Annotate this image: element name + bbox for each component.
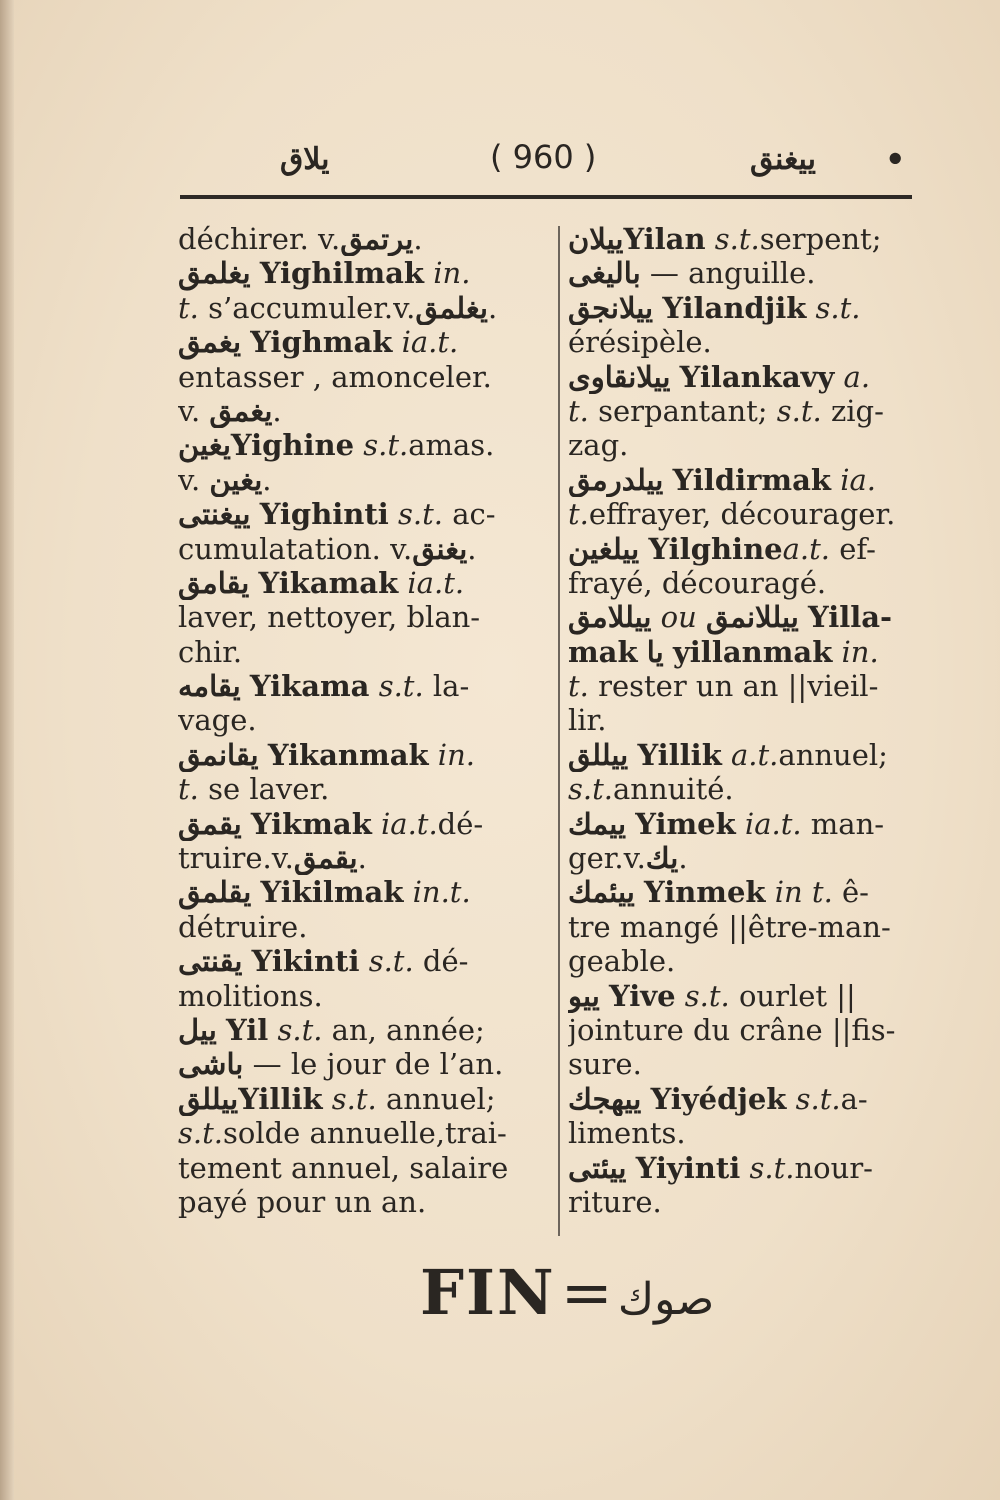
definition-text: annuel;: [778, 737, 888, 772]
definition-text: [832, 635, 841, 669]
definition-text: .: [262, 462, 272, 497]
definition-text: [697, 600, 706, 634]
grammar-abbrev: a.t.: [782, 531, 830, 566]
definition-text: solde annuelle,trai-: [222, 1116, 507, 1151]
definition-text: riture.: [568, 1184, 662, 1219]
ottoman-word: يقنتى: [178, 944, 243, 979]
grammar-abbrev: s.t.: [749, 1150, 795, 1185]
header-right-word: ييغنق: [750, 142, 816, 177]
ottoman-word: ييو: [568, 978, 600, 1013]
definition-text: [259, 738, 268, 772]
grammar-abbrev: s.t.: [277, 1012, 323, 1047]
headword: yillanmak: [672, 634, 833, 669]
ottoman-word: يقانمق: [178, 737, 259, 772]
dictionary-line: [568, 841, 924, 875]
dictionary-line: [178, 875, 546, 909]
ottoman-word: ييئتى: [568, 1150, 627, 1185]
definition-text: .: [272, 393, 282, 428]
definition-text: ourlet ||: [729, 978, 856, 1013]
dictionary-line: [178, 841, 546, 875]
dictionary-line: [178, 1185, 546, 1219]
ottoman-word: ييللق: [178, 1081, 239, 1116]
grammar-abbrev: ia.t.: [401, 325, 459, 360]
definition-text: [251, 256, 260, 290]
dictionary-line: [178, 532, 546, 566]
ottoman-word: ييلان: [568, 222, 624, 256]
ottoman-word: ييغنتى: [178, 497, 251, 532]
definition-text: [806, 291, 815, 325]
dictionary-line: [178, 944, 546, 978]
dictionary-line: [568, 807, 924, 841]
dictionary-line: [178, 807, 546, 841]
fin-arabic: صوك: [617, 1274, 715, 1325]
definition-text: [424, 256, 433, 290]
definition-text: [635, 875, 644, 909]
definition-text: annuel;: [376, 1081, 496, 1116]
definition-text: nour-: [794, 1150, 873, 1185]
definition-text: [372, 807, 381, 841]
dictionary-line: [568, 463, 924, 497]
headword: Yighmak: [250, 325, 393, 360]
definition-text: payé pour un an.: [178, 1184, 427, 1219]
grammar-abbrev: ia.t.: [407, 565, 465, 600]
dictionary-line: [568, 875, 924, 909]
end-marker: [420, 1256, 750, 1336]
dictionary-line: [178, 1013, 546, 1047]
definition-text: [722, 738, 731, 772]
definition-text: annuité.: [612, 772, 734, 807]
definition-text: [241, 669, 250, 703]
dictionary-line: [568, 1082, 924, 1116]
ottoman-word: ييلانجق: [568, 290, 654, 325]
ottoman-word: يغمق: [209, 393, 273, 428]
definition-text: [641, 1082, 650, 1116]
grammar-abbrev: ia.t.: [744, 806, 802, 841]
definition-text: tre mangé ||être-man-: [568, 909, 891, 944]
dictionary-line: [178, 669, 546, 703]
definition-text: man-: [801, 806, 885, 841]
grammar-abbrev: s.t.: [378, 669, 424, 704]
headword: Yil: [226, 1012, 269, 1047]
definition-text: dé-: [413, 944, 469, 979]
definition-text: an, année;: [322, 1012, 485, 1047]
dictionary-line: [178, 394, 546, 428]
grammar-abbrev: ia.t.: [381, 806, 438, 841]
definition-text: truire.v.: [178, 841, 294, 876]
definition-text: .: [487, 290, 498, 325]
dictionary-line: [178, 738, 546, 772]
dictionary-line: [178, 360, 546, 394]
dictionary-line: [178, 291, 546, 325]
definition-text: sure.: [568, 1047, 642, 1082]
headword: Yighine: [230, 428, 355, 463]
dictionary-line: [178, 256, 546, 290]
dictionary-line: [178, 463, 546, 497]
definition-text: [664, 635, 673, 669]
definition-text: tement annuel, salaire: [178, 1150, 509, 1185]
definition-text: [242, 944, 251, 978]
dictionary-line: [178, 428, 546, 462]
definition-text: [242, 807, 251, 841]
ottoman-word: يغلمق: [178, 256, 251, 291]
column-divider: [558, 226, 560, 1236]
headword: Yiyédjek: [650, 1081, 787, 1116]
dictionary-line: [568, 497, 924, 531]
definition-text: zig-: [821, 393, 884, 428]
ottoman-word: يقامق: [178, 565, 250, 600]
dictionary-line: [568, 738, 924, 772]
dictionary-line: [568, 566, 924, 600]
right-column: [568, 222, 924, 1219]
definition-text: [389, 497, 398, 531]
headword: Yilandjik: [662, 290, 807, 325]
definition-text: [392, 325, 401, 359]
definition-text: [323, 1082, 332, 1116]
definition-text: cumulatation. v.: [178, 531, 413, 566]
ottoman-word: يرتمق: [340, 222, 414, 256]
ottoman-word: ييلانقاوى: [568, 359, 671, 394]
definition-text: entasser , amonceler.: [178, 359, 492, 394]
definition-text: [627, 1151, 636, 1185]
ottoman-word: ييللق: [568, 737, 629, 772]
headword: Yiyinti: [635, 1150, 741, 1185]
definition-text: laver, nettoyer, blan-: [178, 600, 481, 635]
dictionary-line: [568, 635, 924, 669]
headword: Yighilmak: [259, 256, 425, 291]
dictionary-line: [178, 600, 546, 634]
dictionary-line: [568, 669, 924, 703]
definition-text: [663, 463, 672, 497]
headword: Yikilmak: [260, 875, 404, 910]
definition-text: molitions.: [178, 978, 323, 1013]
dictionary-line: [178, 910, 546, 944]
headword: Yilla-: [808, 600, 893, 635]
definition-text: [359, 944, 368, 978]
dictionary-line: [568, 360, 924, 394]
ottoman-word: ييلغين: [568, 531, 640, 566]
ottoman-word: ييل: [178, 1012, 217, 1047]
definition-text: se laver.: [198, 772, 330, 807]
definition-text: dé-: [437, 806, 484, 841]
definition-text: [251, 497, 260, 531]
dictionary-line: [568, 910, 924, 944]
grammar-abbrev: s.t.: [368, 944, 414, 979]
headword: Yilghine: [648, 531, 783, 566]
definition-text: [740, 1151, 749, 1185]
definition-text: — le jour de l’an.: [243, 1047, 504, 1082]
grammar-abbrev: in.: [433, 256, 471, 291]
grammar-abbrev: s.t.: [815, 290, 861, 325]
grammar-abbrev: s.t.: [331, 1081, 377, 1116]
ottoman-word: ييئمك: [568, 875, 635, 910]
definition-text: détruire.: [178, 909, 308, 944]
definition-text: la-: [423, 669, 470, 704]
definition-text: [653, 291, 662, 325]
definition-text: [241, 325, 250, 359]
ottoman-word: يغين: [209, 462, 263, 497]
dictionary-line: [568, 979, 924, 1013]
definition-text: chir.: [178, 634, 243, 669]
dictionary-line: [568, 291, 924, 325]
definition-text: ger.v.: [568, 841, 646, 876]
ottoman-word: ييللامق: [568, 600, 652, 635]
headword: Yighinti: [259, 497, 389, 532]
ottoman-word: يغمق: [178, 325, 242, 360]
definition-text: liments.: [568, 1116, 686, 1151]
grammar-abbrev: in.: [841, 634, 879, 669]
dictionary-line: [178, 1151, 546, 1185]
fin-equals: =: [560, 1256, 613, 1329]
page-number: ( 960 ): [490, 138, 597, 176]
ottoman-word: يقمق: [178, 806, 242, 841]
grammar-abbrev: ou: [660, 600, 697, 635]
definition-text: v.: [178, 393, 210, 428]
headword: Yillik: [637, 737, 722, 772]
grammar-abbrev: t.: [178, 772, 199, 807]
headword: Yikamak: [258, 565, 399, 600]
fin-word: FIN: [420, 1256, 556, 1329]
grammar-abbrev: in.: [437, 737, 475, 772]
definition-text: [834, 360, 843, 394]
definition-text: jointure du crâne ||fis-: [568, 1012, 896, 1047]
dictionary-line: [178, 772, 546, 806]
dictionary-line: [178, 1082, 546, 1116]
grammar-abbrev: in t.: [774, 875, 833, 910]
definition-text: frayé, découragé.: [568, 565, 827, 600]
dictionary-line: [178, 979, 546, 1013]
definition-text: s’accumuler.v.: [198, 290, 416, 325]
book-spine-shadow: [0, 0, 14, 1500]
header-dot: •: [885, 140, 906, 178]
grammar-abbrev: t.: [568, 497, 589, 532]
grammar-abbrev: s.t.: [776, 393, 822, 428]
ottoman-word: يقلمق: [178, 875, 252, 910]
definition-text: amas.: [408, 428, 495, 463]
running-header: [180, 138, 910, 188]
definition-text: v.: [178, 462, 210, 497]
grammar-abbrev: s.t.: [363, 428, 409, 463]
headword: Yive: [609, 978, 676, 1013]
headword: Yilankavy: [679, 359, 835, 394]
ottoman-word: يك: [645, 841, 679, 876]
dictionary-line: [178, 703, 546, 737]
definition-text: serpantant;: [588, 393, 777, 428]
grammar-abbrev: s.t.: [398, 497, 444, 532]
header-rule: [180, 195, 912, 199]
dictionary-line: [178, 222, 546, 256]
ottoman-word: باشى: [178, 1047, 244, 1082]
definition-text: [249, 566, 258, 600]
definition-text: .: [357, 841, 367, 876]
definition-text: [354, 428, 363, 462]
dictionary-line: [568, 325, 924, 359]
grammar-abbrev: t.: [568, 393, 589, 428]
definition-text: [429, 738, 438, 772]
grammar-abbrev: s.t.: [568, 772, 613, 807]
headword: Yikama: [249, 669, 370, 704]
definition-text: [766, 875, 775, 909]
ottoman-word: ييمك: [568, 806, 627, 841]
ottoman-word: ييلدرمق: [568, 462, 664, 497]
definition-text: [670, 360, 679, 394]
headword: Yikanmak: [267, 737, 429, 772]
definition-text: [217, 1013, 226, 1047]
grammar-abbrev: in.t.: [412, 875, 471, 910]
definition-text: .: [678, 841, 688, 876]
left-column: [178, 222, 546, 1219]
dictionary-line: [568, 428, 924, 462]
dictionary-line: [178, 635, 546, 669]
definition-text: [786, 1082, 795, 1116]
definition-text: [403, 875, 412, 909]
grammar-abbrev: ia.: [840, 462, 876, 497]
definition-text: .: [413, 222, 423, 256]
definition-text: [638, 635, 647, 669]
definition-text: zag.: [568, 428, 629, 463]
dictionary-line: [568, 1116, 924, 1150]
definition-text: [706, 222, 715, 256]
dictionary-line: [178, 325, 546, 359]
dictionary-line: [568, 222, 924, 256]
definition-text: vage.: [178, 703, 257, 738]
dictionary-line: [568, 600, 924, 634]
grammar-abbrev: s.t.: [714, 222, 760, 256]
definition-text: a-: [840, 1081, 868, 1116]
definition-text: ac-: [443, 497, 496, 532]
definition-text: [736, 807, 745, 841]
dictionary-line: [568, 772, 924, 806]
dictionary-line: [568, 394, 924, 428]
definition-text: — anguille.: [640, 256, 816, 291]
headword: Yikinti: [251, 944, 360, 979]
definition-text: .: [467, 531, 477, 566]
definition-text: lir.: [568, 703, 607, 738]
definition-text: [369, 669, 378, 703]
header-left-word: يلاق: [280, 142, 330, 177]
dictionary-line: [568, 1013, 924, 1047]
grammar-abbrev: t.: [568, 669, 589, 704]
dictionary-line: [568, 1047, 924, 1081]
dictionary-line: [568, 1151, 924, 1185]
ottoman-word: باليغى: [568, 256, 641, 291]
definition-text: [600, 979, 609, 1013]
grammar-abbrev: a.t.: [731, 737, 779, 772]
headword: Yildirmak: [672, 462, 831, 497]
definition-text: [799, 600, 808, 634]
definition-text: rester un an ||vieil-: [588, 669, 879, 704]
dictionary-line: [568, 703, 924, 737]
dictionary-line: [178, 1116, 546, 1150]
headword: mak: [568, 634, 638, 669]
grammar-abbrev: s.t.: [795, 1081, 841, 1116]
ottoman-word: يغلمق: [415, 290, 488, 325]
definition-text: [831, 463, 840, 497]
grammar-abbrev: t.: [178, 290, 199, 325]
definition-text: déchirer. v.: [178, 222, 341, 256]
definition-text: ê-: [832, 875, 869, 910]
dictionary-line: [568, 256, 924, 290]
definition-text: érésipèle.: [568, 325, 712, 360]
definition-text: serpent;: [759, 222, 882, 256]
dictionary-line: [178, 566, 546, 600]
grammar-abbrev: a.: [843, 359, 871, 394]
headword: Yinmek: [644, 875, 766, 910]
definition-text: geable.: [568, 944, 676, 979]
grammar-abbrev: s.t.: [684, 978, 730, 1013]
grammar-abbrev: s.t.: [178, 1116, 223, 1151]
ottoman-word: يقامه: [178, 669, 241, 704]
ottoman-word: ييللانمق: [706, 600, 799, 635]
ottoman-word: ييهجك: [568, 1081, 642, 1116]
definition-text: [626, 807, 635, 841]
definition-text: [676, 979, 685, 1013]
dictionary-line: [568, 1185, 924, 1219]
ottoman-word: يغين: [178, 428, 231, 463]
dictionary-line: [568, 944, 924, 978]
dictionary-line: [178, 497, 546, 531]
ottoman-word: يقمق: [293, 841, 358, 876]
headword: Yimek: [635, 806, 736, 841]
dictionary-line: [568, 532, 924, 566]
definition-text: [651, 600, 660, 634]
headword: Yikmak: [250, 806, 372, 841]
definition-text: ef-: [830, 531, 876, 566]
ottoman-word: يغنق: [412, 531, 468, 566]
ottoman-word: يا: [646, 634, 664, 669]
definition-text: effrayer, décourager.: [588, 497, 896, 532]
dictionary-line: [178, 1047, 546, 1081]
headword: Yillik: [238, 1081, 323, 1116]
headword: Yilan: [623, 222, 706, 256]
definition-text: [251, 875, 260, 909]
